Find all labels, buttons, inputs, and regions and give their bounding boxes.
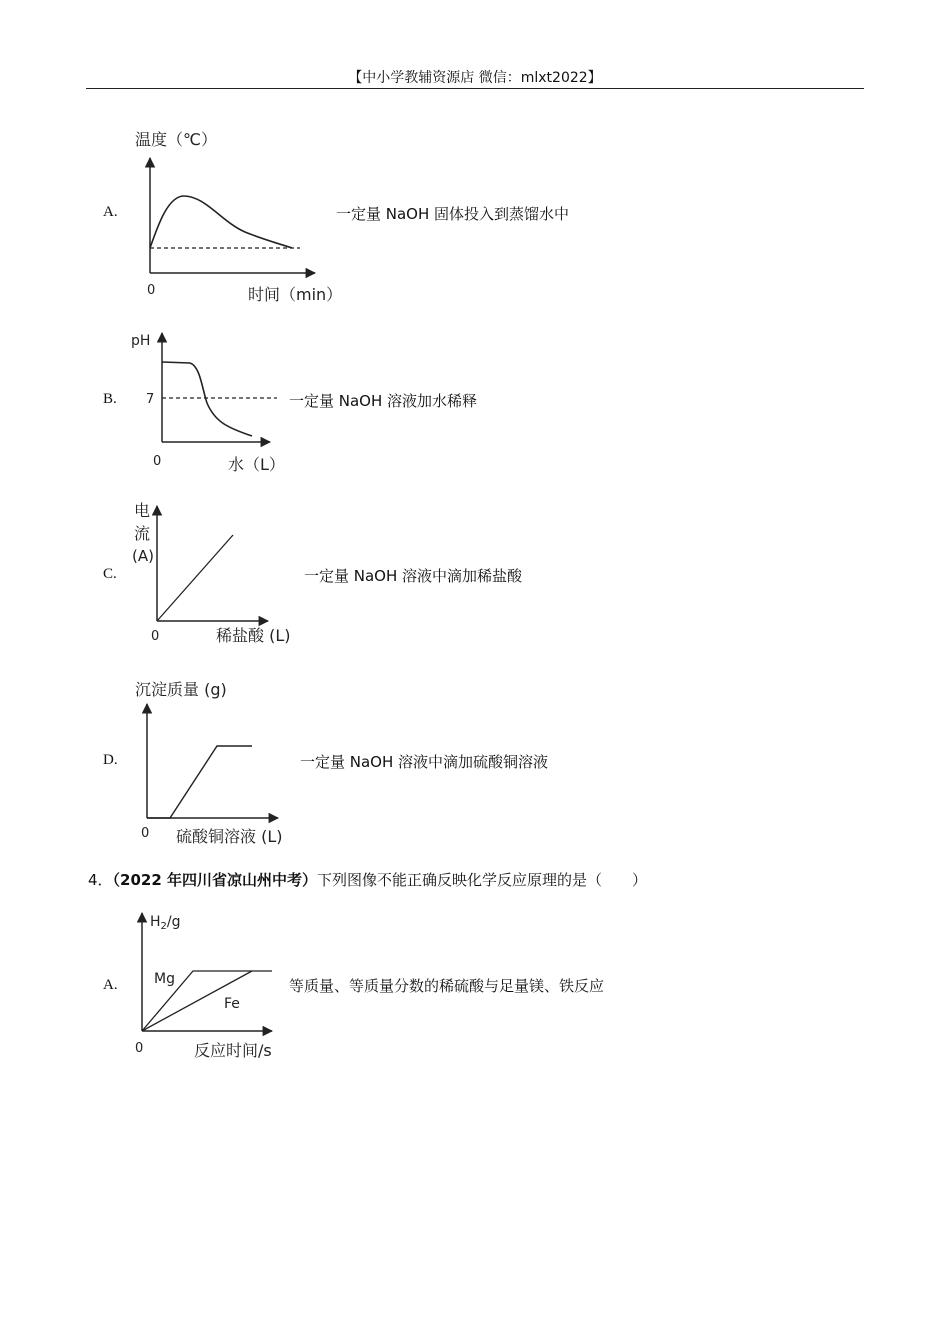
q4-graph-a-x-label: 反应时间/s	[194, 1041, 272, 1060]
option-c-description: 一定量 NaOH 溶液中滴加稀盐酸	[304, 567, 523, 585]
graph-b-x-label: 水（L）	[228, 455, 285, 474]
q4-graph-a-origin: 0	[135, 1041, 144, 1056]
question-4-text: 下列图像不能正确反映化学反应原理的是（ ）	[317, 871, 648, 889]
q4-graph-a-fe-label: Fe	[224, 996, 240, 1012]
graph-a-temperature-curve	[150, 196, 292, 248]
graph-d-origin: 0	[141, 826, 150, 841]
graph-a	[150, 158, 315, 273]
graph-c-origin: 0	[151, 629, 160, 644]
option-c-letter: C.	[103, 566, 117, 582]
graph-c-current-line	[157, 535, 233, 621]
graph-d-x-label: 硫酸铜溶液 (L)	[176, 827, 283, 846]
graph-c-y-label-1: 电	[134, 501, 151, 520]
graph-a-y-label: 温度（℃）	[135, 130, 217, 149]
option-b-letter: B.	[103, 391, 117, 407]
graph-c-x-label: 稀盐酸 (L)	[216, 626, 291, 645]
option-d-letter: D.	[103, 752, 118, 768]
graph-d-y-label: 沉淀质量 (g)	[135, 680, 227, 699]
question-4-source: （2022 年四川省凉山州中考）	[112, 871, 318, 889]
option-d-description: 一定量 NaOH 溶液中滴加硫酸铜溶液	[300, 753, 549, 771]
question-4-number: 4．	[88, 871, 113, 889]
graph-b-origin: 0	[153, 454, 162, 469]
option-b-description: 一定量 NaOH 溶液加水稀释	[289, 392, 478, 410]
graph-b-ph-curve	[162, 362, 252, 436]
graph-d	[147, 704, 278, 818]
q4-graph-a-mg-label: Mg	[154, 971, 175, 987]
option-a-letter: A.	[103, 204, 118, 220]
q4-option-a-description: 等质量、等质量分数的稀硫酸与足量镁、铁反应	[289, 977, 605, 995]
graph-b-y-label: pH	[131, 333, 151, 349]
graph-c	[157, 506, 268, 621]
option-a-description: 一定量 NaOH 固体投入到蒸馏水中	[336, 205, 570, 223]
page-header: 【中小学教辅资源店 微信：mlxt2022】	[348, 70, 602, 86]
q4-graph-a-y-label: $H_2/g$	[150, 914, 181, 932]
graph-c-y-label-3: (A)	[132, 547, 154, 565]
graph-a-x-label: 时间（min）	[248, 285, 343, 304]
graph-d-precipitate-curve	[147, 746, 252, 818]
graph-b-ref-label: 7	[146, 392, 155, 407]
graph-c-y-label-2: 流	[134, 524, 151, 543]
q4-option-a-letter: A.	[103, 977, 118, 993]
graph-a-origin: 0	[147, 283, 156, 298]
graph-b	[162, 333, 277, 442]
